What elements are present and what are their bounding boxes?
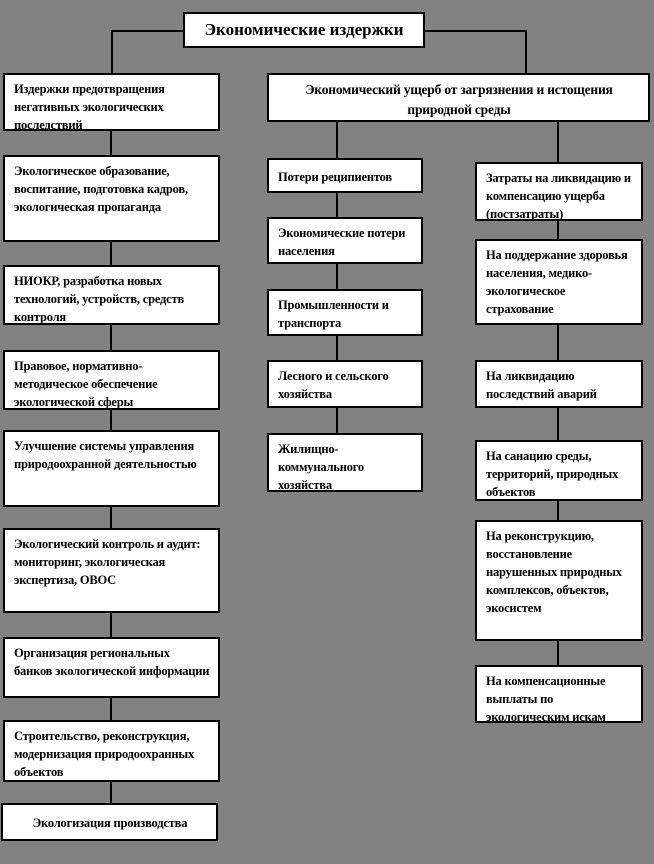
connector-line (110, 698, 112, 720)
connector-line (525, 30, 527, 75)
node-accident-liquidation: На ликвидацию последствий аварий (475, 360, 643, 408)
node-management-improvement: Улучшение системы управления природоохранной деятельностью (3, 430, 220, 507)
connector-line (336, 408, 338, 433)
connector-line (557, 501, 559, 520)
connector-line (336, 193, 338, 217)
connector-line (336, 122, 338, 158)
node-eco-education: Экологическое образование, воспитание, подготовка кадров, экологическая пропаганда (3, 155, 220, 242)
node-niokr-technologies: НИОКР, разработка новых технологий, устройств, средств контроля (3, 265, 220, 325)
node-eco-control-audit: Экологический контроль и аудит: мониторинг, экологическая экспертиза, ОВОС (3, 528, 220, 613)
connector-line (111, 30, 185, 32)
connector-line (557, 408, 559, 440)
connector-line (557, 641, 559, 665)
connector-line (110, 782, 112, 803)
node-recipient-losses: Потери реципиентов (267, 158, 423, 193)
connector-line (110, 507, 112, 528)
node-legal-support: Правовое, нормативно-методическое обеспечение экологической сферы (3, 350, 220, 410)
connector-line (557, 122, 559, 162)
connector-line (110, 410, 112, 430)
node-production-greening: Экологизация производства (1, 803, 218, 841)
node-economic-costs: Экономические издержки (183, 12, 425, 48)
connector-line (111, 30, 113, 75)
node-environment-sanation: На санацию среды, территорий, природных объектов (475, 440, 643, 501)
node-population-losses: Экономические потери населения (267, 217, 423, 264)
connector-line (110, 613, 112, 637)
connector-line (336, 264, 338, 289)
node-industry-transport: Промышленности и транспорта (267, 289, 423, 336)
node-liquidation-compensation-costs: Затраты на ликвидацию и компенсацию ущерба (постзатраты) (475, 162, 643, 221)
connector-line (110, 131, 112, 155)
node-housing-communal: Жилищно-коммунального хозяйства (267, 433, 423, 492)
node-economic-damage: Экономический ущерб от загрязнения и истощения природной среды (267, 73, 650, 122)
node-health-support: На поддержание здоровья населения, медико-экологическое страхование (475, 239, 643, 325)
node-regional-eco-banks: Организация региональных банков экологической информации (3, 637, 220, 698)
connector-line (557, 325, 559, 360)
connector-line (336, 336, 338, 360)
node-prevention-costs: Издержки предотвращения негативных экологических последствий (3, 73, 220, 131)
connector-line (423, 30, 527, 32)
connector-line (557, 221, 559, 239)
connector-line (110, 242, 112, 265)
node-compensation-payments: На компенсационные выплаты по экологическим искам (475, 665, 643, 723)
node-forest-agriculture: Лесного и сельского хозяйства (267, 360, 423, 408)
node-reconstruction-restoration: На реконструкцию, восстановление нарушенных природных комплексов, объектов, экосистем (475, 520, 643, 641)
connector-line (110, 325, 112, 350)
node-construction-modernization: Строительство, реконструкция, модернизация природоохранных объектов (3, 720, 220, 782)
